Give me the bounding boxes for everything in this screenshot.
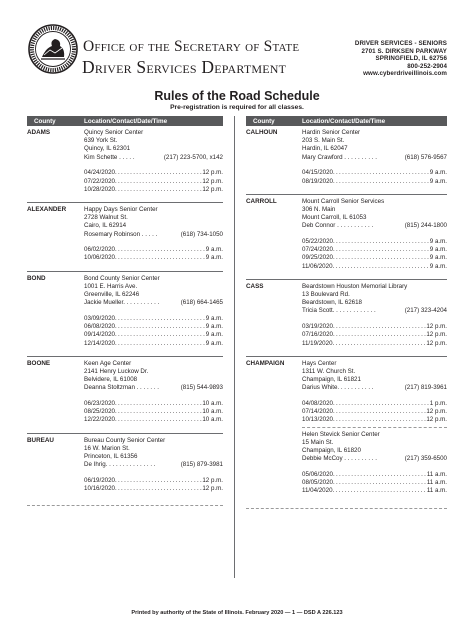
dot-leader [115, 416, 202, 424]
session-row [84, 477, 223, 485]
session-row [302, 323, 447, 331]
session-date: 10/06/2020 [84, 254, 115, 262]
dot-leader [115, 315, 206, 323]
contact-spacer [376, 307, 405, 315]
spacer [302, 464, 447, 472]
spacer [84, 307, 223, 315]
county-name: BUREAU [27, 436, 54, 444]
session-row [302, 340, 447, 348]
contact-phone: (217) 819-3961 [404, 384, 447, 392]
column-header [27, 116, 223, 126]
session-row [84, 400, 223, 408]
contact-row [302, 222, 447, 230]
session-date: 03/19/2020 [302, 323, 333, 331]
address-phone: 800-252-2904 [407, 62, 447, 70]
contact-row [302, 307, 447, 315]
county-name: CHAMPAIGN [246, 359, 285, 367]
session-date: 07/22/2020 [84, 177, 115, 185]
location-address: Champaign, IL 61821 [302, 376, 361, 384]
location-address: Greenville, IL 62246 [84, 291, 140, 299]
session-time: 9 a.m. [429, 169, 447, 177]
session-date: 08/19/2020 [302, 177, 333, 185]
column-end-rule [246, 508, 447, 509]
dot-leader [115, 340, 206, 348]
session-row [302, 471, 447, 479]
location-address: 203 S. Main St. [302, 137, 345, 145]
session-time: 1 p.m. [429, 400, 447, 408]
contact-name: Deb Connor . . . . . . . . . . . [302, 222, 374, 230]
column-header [246, 116, 447, 126]
location-name: Hays Center [302, 359, 337, 367]
county-entry [27, 433, 223, 502]
dot-leader [333, 323, 426, 331]
session-time: 11 a.m. [426, 487, 447, 495]
location-block [84, 357, 223, 425]
location-name: Hardin Senior Center [302, 129, 361, 136]
location-list [84, 357, 223, 425]
spacer [84, 162, 223, 170]
session-row [302, 178, 447, 186]
location-list [84, 272, 223, 348]
header-county: County [253, 117, 275, 125]
location-name: Bureau County Senior Center [84, 436, 166, 444]
dot-leader [333, 238, 430, 246]
location-list [302, 195, 447, 271]
location-address: 1311 W. Church St. [302, 367, 356, 375]
contact-name: Deanna Stoltzman . . . . . . . [84, 384, 159, 392]
location-address: 16 W. Marion St. [84, 444, 130, 452]
contact-phone: (217) 323-4204 [404, 307, 447, 315]
page-header [0, 0, 474, 84]
state-seal-icon [28, 24, 78, 74]
session-time: 9 a.m. [429, 262, 447, 270]
session-time: 12 p.m. [426, 339, 447, 347]
session-date: 06/19/2020 [84, 477, 115, 484]
session-row [84, 315, 223, 323]
contact-spacer [156, 461, 181, 469]
header-county: County [34, 117, 56, 125]
session-time: 11 a.m. [426, 479, 447, 487]
session-time: 10 a.m. [202, 400, 223, 408]
session-row [302, 263, 447, 271]
spacer [246, 186, 447, 194]
session-date: 05/06/2020 [302, 471, 333, 478]
spacer [84, 470, 223, 478]
session-row [302, 400, 447, 408]
contact-spacer [159, 384, 181, 392]
address-line: SPRINGFIELD, IL 62756 [375, 55, 447, 63]
column-end-rule [27, 505, 223, 506]
session-row [84, 331, 223, 339]
contact-phone: (618) 664-1465 [180, 299, 223, 307]
dot-leader [333, 479, 427, 487]
session-time: 9 a.m. [205, 314, 223, 322]
contact-spacer [377, 154, 405, 162]
session-date: 03/09/2020 [84, 314, 115, 322]
session-date: 07/24/2020 [302, 246, 333, 254]
session-date: 07/14/2020 [302, 408, 333, 416]
session-date: 08/25/2020 [84, 408, 115, 416]
session-row [84, 323, 223, 331]
spacer [27, 263, 223, 271]
county-entry [27, 271, 223, 356]
spacer [302, 393, 447, 401]
contact-row [302, 455, 447, 463]
location-block [84, 434, 223, 494]
dot-leader [333, 331, 426, 339]
session-date: 12/22/2020 [84, 416, 115, 424]
session-date: 08/05/2020 [302, 479, 333, 487]
session-date: 10/16/2020 [84, 485, 115, 493]
session-time: 12 p.m. [426, 408, 447, 416]
location-address: 2728 Walnut St. [84, 214, 128, 222]
location-list [84, 203, 223, 263]
contact-phone: (815) 879-3981 [180, 461, 223, 469]
location-address: Hardin, IL 62047 [302, 145, 348, 153]
session-time: 9 a.m. [429, 238, 447, 246]
header-details: Location/Contact/Date/Time [302, 117, 386, 125]
location-name: Keen Age Center [84, 359, 132, 367]
contact-row [84, 154, 223, 162]
dot-leader [333, 263, 430, 271]
location-address: Princeton, IL 61356 [84, 453, 138, 461]
session-time: 9 a.m. [205, 339, 223, 347]
dot-leader [333, 416, 426, 424]
contact-spacer [373, 222, 405, 230]
document-title: Rules of the Road Schedule [154, 89, 320, 103]
address-line: 2701 S. DIRKSEN PARKWAY [361, 47, 447, 55]
session-time: 9 a.m. [205, 254, 223, 262]
column-divider [234, 116, 235, 578]
session-row [302, 254, 447, 262]
location-name: Bond County Senior Center [84, 274, 160, 282]
contact-address [355, 40, 447, 78]
session-row [302, 408, 447, 416]
contact-spacer [135, 154, 164, 162]
contact-name: Rosemary Robinson . . . . . [84, 230, 158, 238]
county-entry [27, 126, 223, 202]
contact-phone: (815) 544-9893 [180, 384, 223, 392]
session-date: 06/02/2020 [84, 246, 115, 254]
county-entry [246, 126, 447, 194]
contact-name: Jackie Mueller. . . . . . . . . . . [84, 299, 160, 307]
session-time: 9 a.m. [205, 323, 223, 331]
county-entry [246, 279, 447, 356]
spacer [246, 271, 447, 279]
contact-phone: (618) 576-9567 [404, 153, 447, 161]
location-address: Mount Carroll, IL 61053 [302, 214, 367, 222]
contact-row [84, 461, 223, 469]
location-address: Belvidere, IL 61008 [84, 376, 138, 384]
dot-leader [115, 246, 206, 254]
page-footer: Printed by authority of the State of Illinois. February 2020 — 1 — DSD A 226.123 [131, 610, 343, 616]
header-details: Location/Contact/Date/Time [84, 117, 168, 125]
dot-leader [333, 487, 427, 495]
dot-leader [115, 477, 202, 485]
session-row [84, 340, 223, 348]
contact-name: Debbie McCoy . . . . . . . . . . [302, 455, 377, 463]
location-name: Mount Carroll Senior Services [302, 197, 385, 205]
spacer [302, 231, 447, 239]
office-title: Office of the Secretary of State [83, 38, 300, 55]
session-time: 12 p.m. [426, 416, 447, 424]
session-date: 06/08/2020 [84, 323, 115, 331]
session-date: 06/23/2020 [84, 400, 115, 408]
session-date: 10/13/2020 [302, 416, 333, 424]
spacer [27, 194, 223, 202]
contact-name: Mary Crawford . . . . . . . . . . [302, 153, 377, 161]
session-time: 11 a.m. [426, 471, 447, 478]
contact-row [84, 299, 223, 307]
location-address: Quincy, IL 62301 [84, 145, 131, 153]
session-date: 11/19/2020 [302, 339, 333, 347]
spacer [84, 393, 223, 401]
contact-row [302, 154, 447, 162]
contact-row [302, 384, 447, 392]
session-date: 11/04/2020 [302, 487, 333, 495]
session-date: 07/16/2020 [302, 331, 333, 339]
contact-phone: (217) 359-6500 [404, 455, 447, 463]
contact-row [84, 384, 223, 392]
location-block [302, 126, 447, 186]
contact-spacer [377, 455, 405, 463]
county-name: CALHOUN [246, 129, 278, 136]
location-address: Cairo, IL 62914 [84, 222, 127, 230]
department-title: Driver Services Department [82, 57, 287, 77]
session-time: 9 a.m. [205, 331, 223, 339]
location-name: Beardstown Houston Memorial Library [302, 282, 408, 290]
session-date: 04/15/2020 [302, 169, 333, 177]
location-address: Champaign, IL 61820 [302, 447, 361, 455]
contact-phone: (815) 244-1800 [404, 222, 447, 230]
session-time: 12 p.m. [202, 177, 223, 185]
location-list [84, 126, 223, 194]
location-block [84, 126, 223, 194]
session-date: 12/14/2020 [84, 339, 115, 347]
session-time: 9 a.m. [205, 246, 223, 254]
spacer [246, 496, 447, 504]
county-name: BOONE [27, 359, 51, 367]
contact-phone: (618) 734-1050 [180, 230, 223, 238]
session-time: 12 p.m. [202, 185, 223, 193]
session-time: 10 a.m. [202, 408, 223, 416]
contact-name: Darius White. . . . . . . . . . . [302, 384, 374, 392]
dot-leader [115, 186, 202, 194]
session-time: 10 a.m. [202, 416, 223, 424]
schedule-column-left [27, 116, 223, 506]
dot-leader [333, 340, 427, 348]
dot-leader [115, 178, 202, 186]
location-address: Beardstown, IL 62618 [302, 299, 362, 307]
session-row [84, 169, 223, 177]
location-block [302, 280, 447, 348]
session-time: 12 p.m. [202, 485, 223, 493]
location-address: 1001 E. Harris Ave. [84, 282, 138, 290]
contact-name: Tricia Scott. . . . . . . . . . . . . [302, 307, 376, 315]
session-row [84, 416, 223, 424]
contact-name: De Ihrig. . . . . . . . . . . . . . . [84, 461, 156, 469]
session-date: 11/06/2020 [302, 262, 333, 270]
location-address: 306 N. Main [302, 205, 336, 213]
session-time: 9 a.m. [429, 177, 447, 185]
location-address: 15 Main St. [302, 438, 334, 446]
dot-leader [333, 246, 430, 254]
county-entry [246, 356, 447, 504]
county-entry [246, 194, 447, 279]
location-address: 2141 Henry Luckow Dr. [84, 367, 149, 375]
session-row [302, 169, 447, 177]
dot-leader [333, 471, 427, 479]
location-name: Happy Days Senior Center [84, 205, 158, 213]
location-name: Quincy Senior Center [84, 129, 144, 136]
location-list [302, 357, 447, 496]
session-row [302, 331, 447, 339]
session-row [302, 487, 447, 495]
location-block [302, 195, 447, 271]
location-block [302, 357, 447, 425]
document-subtitle: Pre-registration is required for all classes. [170, 104, 304, 111]
session-time: 12 p.m. [426, 331, 447, 339]
county-name: ADAMS [27, 129, 51, 136]
contact-phone: (217) 223-5700, x142 [163, 153, 223, 161]
county-name: CARROLL [246, 197, 277, 205]
spacer [302, 316, 447, 324]
location-block [84, 272, 223, 348]
session-row [84, 485, 223, 493]
spacer [84, 239, 223, 247]
location-list [302, 126, 447, 186]
session-date: 05/22/2020 [302, 238, 333, 246]
session-time: 9 a.m. [429, 254, 447, 262]
address-website[interactable]: www.cyberdriveillinois.com [363, 70, 447, 78]
session-row [302, 238, 447, 246]
dot-leader [333, 169, 430, 177]
contact-name: Kim Schette . . . . . [84, 153, 135, 161]
session-date: 04/24/2020 [84, 169, 115, 177]
session-time: 12 p.m. [202, 169, 223, 177]
dot-leader [115, 323, 206, 331]
spacer [27, 425, 223, 433]
contact-spacer [374, 384, 405, 392]
county-name: ALEXANDER [27, 205, 67, 213]
location-block [84, 203, 223, 263]
county-entry [27, 202, 223, 271]
dot-leader [333, 178, 430, 186]
session-row [302, 246, 447, 254]
spacer [27, 348, 223, 356]
dot-leader [333, 408, 426, 416]
session-row [84, 178, 223, 186]
county-name: CASS [246, 282, 264, 290]
session-row [302, 479, 447, 487]
contact-row [84, 231, 223, 239]
location-address: 13 Boulevard Rd. [302, 291, 350, 299]
session-row [84, 246, 223, 254]
dot-leader [115, 169, 202, 177]
location-list [302, 280, 447, 348]
session-row [84, 408, 223, 416]
contact-spacer [157, 231, 180, 239]
dot-leader [115, 254, 206, 262]
session-time: 12 p.m. [202, 477, 223, 484]
county-entry [27, 356, 223, 433]
spacer [246, 348, 447, 356]
session-date: 09/25/2020 [302, 254, 333, 262]
contact-spacer [159, 299, 180, 307]
session-date: 09/14/2020 [84, 331, 115, 339]
address-line: DRIVER SERVICES - SENIORS [354, 40, 447, 47]
location-name: Helen Stevick Senior Center [302, 430, 380, 438]
dot-leader [115, 400, 202, 408]
session-date: 04/08/2020 [302, 400, 333, 408]
dot-leader [115, 331, 206, 339]
location-block [302, 427, 447, 496]
session-row [84, 186, 223, 194]
spacer [302, 162, 447, 170]
location-address: 639 York St. [84, 137, 118, 145]
dot-leader [115, 408, 202, 416]
location-list [84, 434, 223, 494]
session-row [302, 416, 447, 424]
county-name: BOND [27, 274, 46, 282]
dot-leader [115, 485, 202, 493]
spacer [27, 493, 223, 501]
session-time: 12 p.m. [426, 323, 447, 331]
dot-leader [333, 400, 430, 408]
schedule-column-right [246, 116, 447, 509]
session-row [84, 254, 223, 262]
dot-leader [333, 254, 430, 262]
session-time: 9 a.m. [429, 246, 447, 254]
session-date: 10/28/2020 [84, 185, 115, 193]
